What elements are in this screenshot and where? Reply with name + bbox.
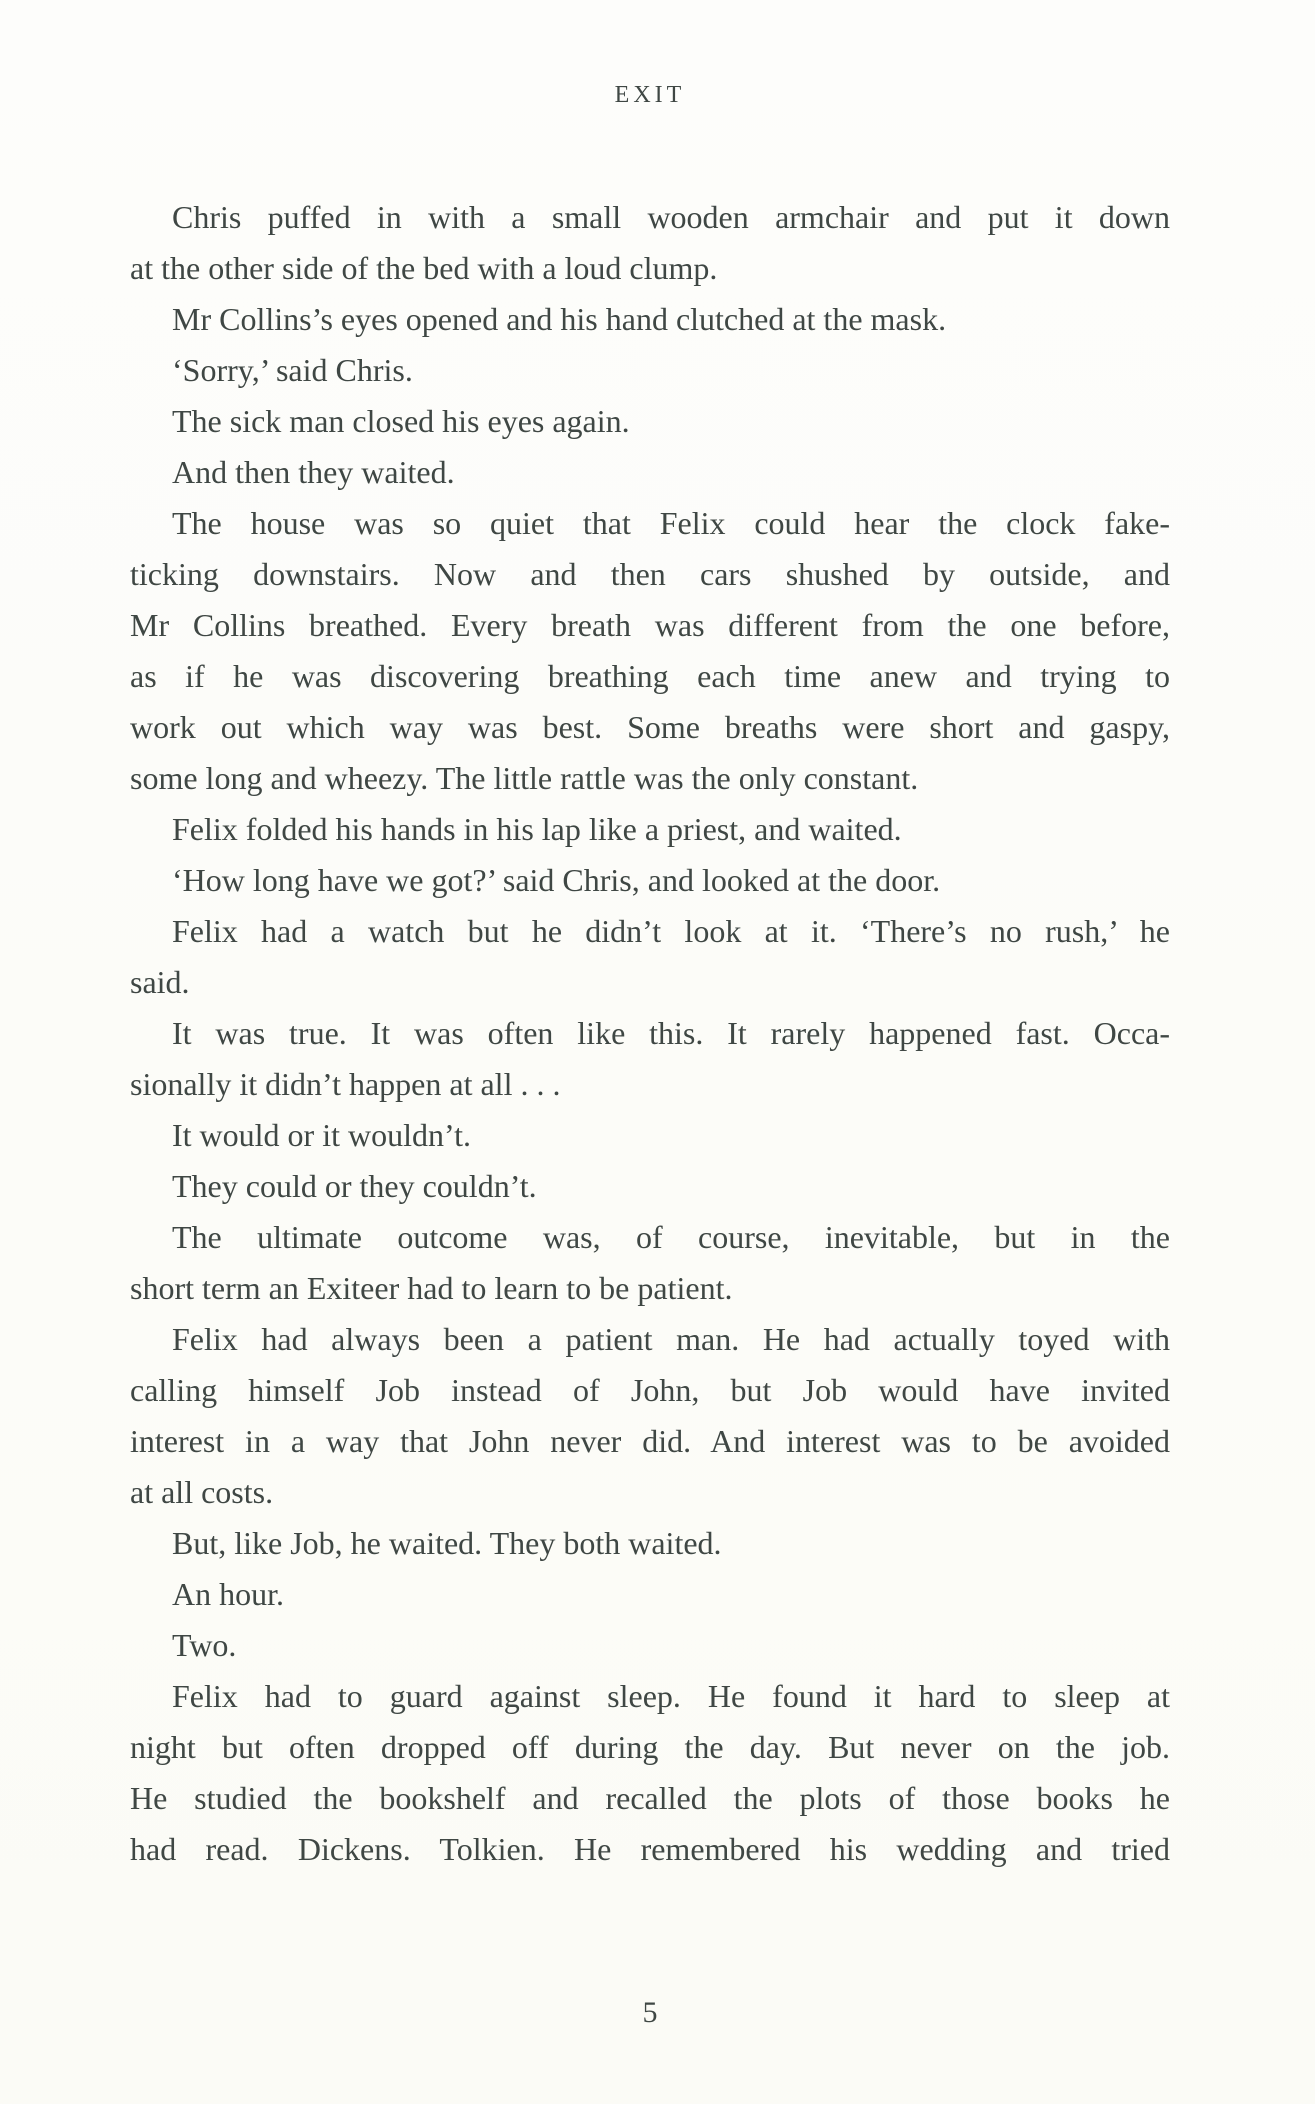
text-line: Felix folded his hands in his lap like a priest, and waited.: [172, 811, 902, 847]
text-line: at the other side of the bed with a loud clump.: [130, 250, 718, 286]
paragraph: [130, 906, 1170, 1008]
text-line: The ultimate outcome was, of course, inevitable, but in the: [172, 1219, 1170, 1255]
text-line: He studied the bookshelf and recalled the plots of those books he: [130, 1780, 1170, 1816]
running-header: EXIT: [614, 82, 686, 108]
text-line: Two.: [172, 1627, 237, 1663]
text-line: had read. Dickens. Tolkien. He remembered his wedding and tried: [130, 1831, 1170, 1867]
body-text: [130, 192, 1170, 1875]
text-line: calling himself Job instead of John, but Job would have invited: [130, 1372, 1170, 1408]
paragraph: [130, 1314, 1170, 1518]
page-number: 5: [642, 1996, 658, 2029]
text-line: Chris puffed in with a small wooden armchair and put it down: [172, 199, 1170, 235]
text-line: Mr Collins breathed. Every breath was different from the one before,: [130, 607, 1170, 643]
paragraph: [130, 192, 1170, 294]
text-line: The house was so quiet that Felix could hear the clock fake-: [172, 505, 1170, 541]
text-line: sionally it didn’t happen at all . . .: [130, 1066, 561, 1102]
text-line: ‘How long have we got?’ said Chris, and looked at the door.: [172, 862, 941, 898]
paragraph: [130, 1671, 1170, 1875]
text-line: Mr Collins’s eyes opened and his hand clutched at the mask.: [172, 301, 947, 337]
paragraph: [130, 1569, 1170, 1620]
text-line: at all costs.: [130, 1474, 274, 1510]
text-line: But, like Job, he waited. They both waited.: [172, 1525, 722, 1561]
text-line: Felix had a watch but he didn’t look at it. ‘There’s no rush,’ he: [172, 913, 1170, 949]
text-line: night but often dropped off during the day. But never on the job.: [130, 1729, 1170, 1765]
text-line: interest in a way that John never did. And interest was to be avoided: [130, 1423, 1170, 1459]
text-line: Felix had to guard against sleep. He found it hard to sleep at: [172, 1678, 1170, 1714]
paragraph: [130, 1161, 1170, 1212]
text-line: ticking downstairs. Now and then cars shushed by outside, and: [130, 556, 1170, 592]
paragraph: [130, 1620, 1170, 1671]
text-line: ‘Sorry,’ said Chris.: [172, 352, 413, 388]
text-line: some long and wheezy. The little rattle was the only constant.: [130, 760, 919, 796]
paragraph: [130, 294, 1170, 345]
paragraph: [130, 345, 1170, 396]
text-line: said.: [130, 964, 190, 1000]
text-line: Felix had always been a patient man. He had actually toyed with: [172, 1321, 1170, 1357]
text-line: short term an Exiteer had to learn to be patient.: [130, 1270, 733, 1306]
paragraph: [130, 498, 1170, 804]
paragraph: [130, 1518, 1170, 1569]
paragraph: [130, 447, 1170, 498]
paragraph: [130, 1008, 1170, 1110]
text-line: They could or they couldn’t.: [172, 1168, 537, 1204]
text-line: work out which way was best. Some breaths were short and gaspy,: [130, 709, 1170, 745]
text-line: It was true. It was often like this. It rarely happened fast. Occa-: [172, 1015, 1170, 1051]
text-line: as if he was discovering breathing each time anew and trying to: [130, 658, 1170, 694]
paragraph: [130, 396, 1170, 447]
text-line: An hour.: [172, 1576, 284, 1612]
paragraph: [130, 1212, 1170, 1314]
paragraph: [130, 1110, 1170, 1161]
paragraph: [130, 855, 1170, 906]
paragraph: [130, 804, 1170, 855]
text-line: It would or it wouldn’t.: [172, 1117, 471, 1153]
text-line: And then they waited.: [172, 454, 455, 490]
text-line: The sick man closed his eyes again.: [172, 403, 630, 439]
